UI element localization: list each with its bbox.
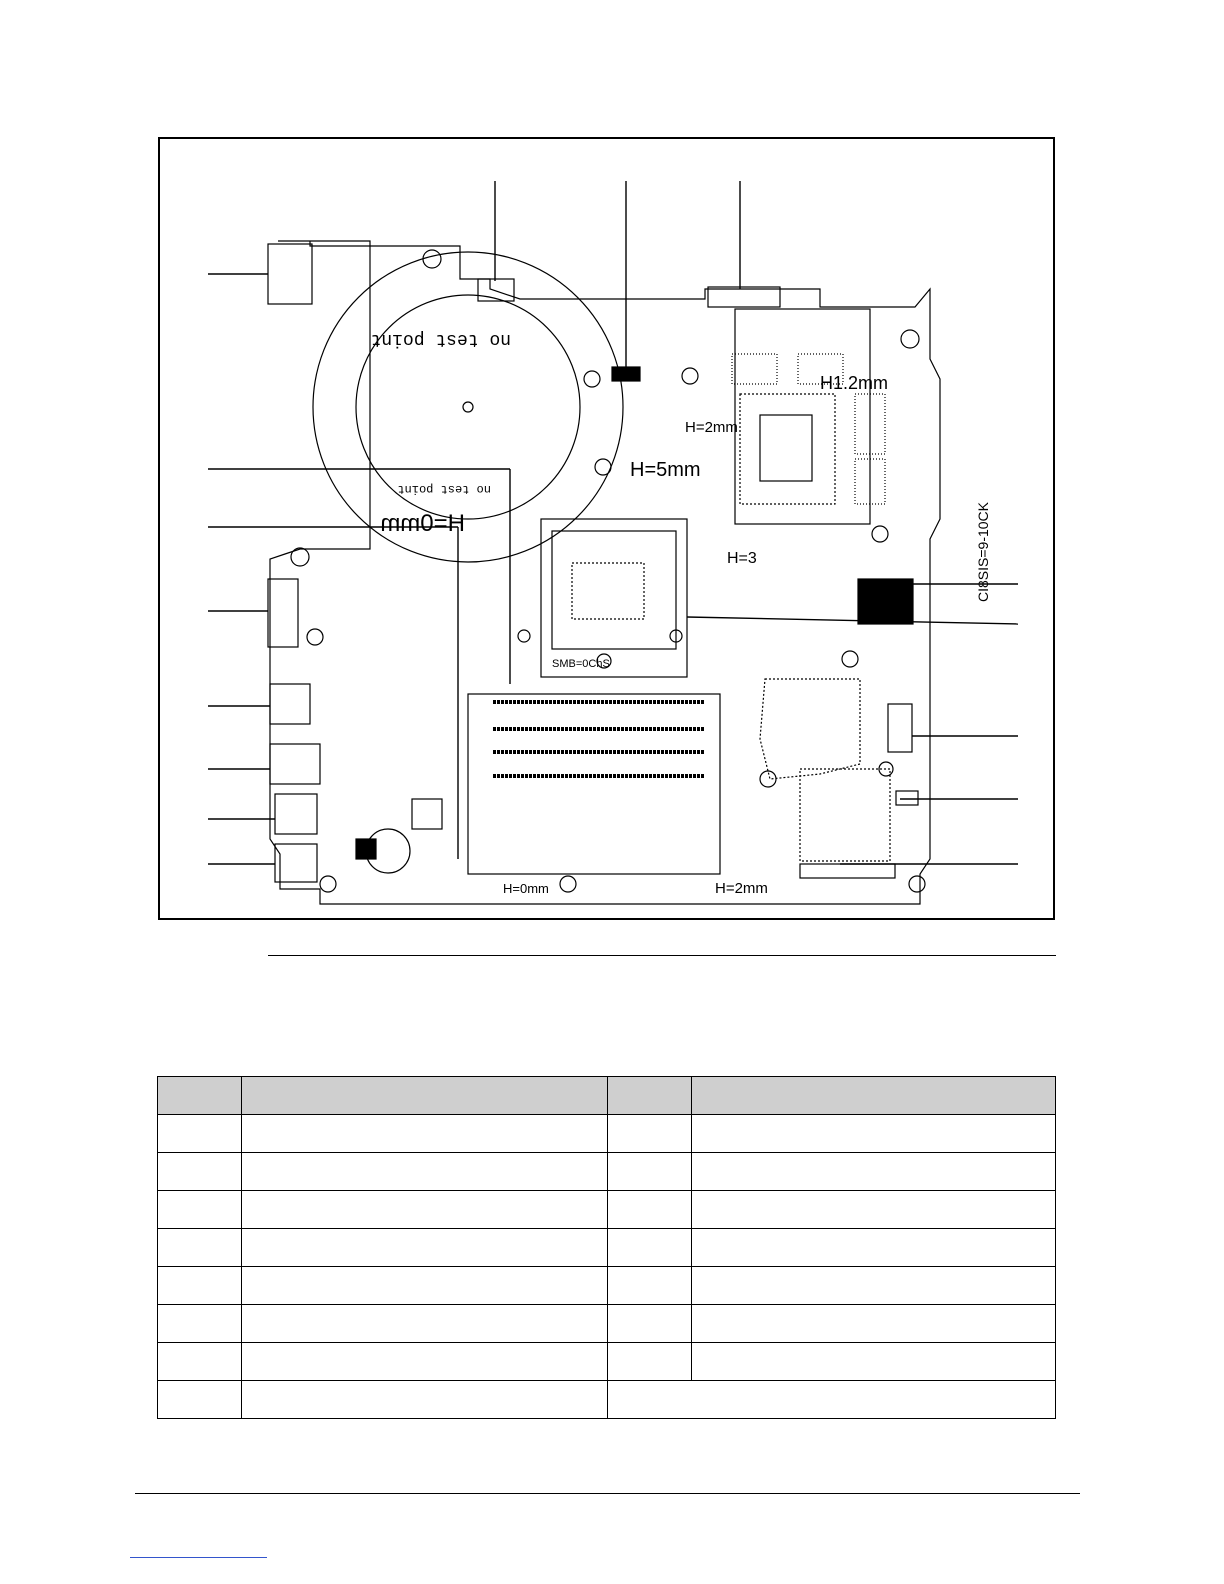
motherboard-figure bbox=[158, 137, 1055, 920]
connector-fan bbox=[478, 279, 514, 301]
header-item-2 bbox=[608, 1077, 692, 1115]
footer-link[interactable] bbox=[130, 1557, 267, 1558]
table-cell bbox=[692, 1305, 1056, 1343]
table-cell bbox=[158, 1381, 242, 1419]
table-cell bbox=[692, 1229, 1056, 1267]
table-cell bbox=[242, 1381, 608, 1419]
connector-vga bbox=[268, 579, 298, 647]
table-cell bbox=[158, 1229, 242, 1267]
connector-audio-2 bbox=[275, 844, 317, 882]
table-cell bbox=[692, 1115, 1056, 1153]
mark-ramp-label: SMB=0ChS bbox=[552, 658, 610, 670]
connector-audio-1 bbox=[275, 794, 317, 834]
mark-no-test-point-top: no test point bbox=[370, 329, 511, 349]
table-cell bbox=[692, 1191, 1056, 1229]
connector-usb-2 bbox=[270, 744, 320, 784]
table-header-row bbox=[158, 1077, 1056, 1115]
mark-h0mm-bottom: H=0mm bbox=[503, 881, 549, 896]
table-cell bbox=[242, 1229, 608, 1267]
table-cell bbox=[608, 1115, 692, 1153]
mark-h3: H=3 bbox=[727, 550, 757, 567]
mini-card-slot bbox=[800, 769, 890, 861]
mark-no-test-point-fan: no test point bbox=[397, 482, 491, 496]
mark-h0mm-large: H=0mm bbox=[380, 510, 465, 537]
connector-right-1 bbox=[888, 704, 912, 752]
cpu-socket bbox=[541, 519, 687, 677]
table-row bbox=[158, 1229, 1056, 1267]
table-cell bbox=[242, 1115, 608, 1153]
header-item-1 bbox=[158, 1077, 242, 1115]
table-row bbox=[158, 1267, 1056, 1305]
table-cell-merged bbox=[608, 1381, 1056, 1419]
table-cell bbox=[242, 1267, 608, 1305]
table-row bbox=[158, 1191, 1056, 1229]
table-cell bbox=[158, 1305, 242, 1343]
table-cell bbox=[608, 1229, 692, 1267]
motherboard-drawing bbox=[160, 139, 1053, 918]
table-cell bbox=[242, 1305, 608, 1343]
mark-h2mm-bottom: H=2mm bbox=[715, 880, 768, 897]
connector-right-2 bbox=[896, 791, 918, 805]
table-cell bbox=[158, 1115, 242, 1153]
table-row bbox=[158, 1305, 1056, 1343]
mark-h5mm: H=5mm bbox=[630, 459, 701, 481]
cpu-core bbox=[572, 563, 644, 619]
table-cell bbox=[158, 1267, 242, 1305]
header-description-2 bbox=[692, 1077, 1056, 1115]
table-row bbox=[158, 1153, 1056, 1191]
cpu-socket-inner bbox=[552, 531, 676, 649]
table-row bbox=[158, 1381, 1056, 1419]
ec-chip bbox=[412, 799, 442, 829]
table-cell bbox=[692, 1153, 1056, 1191]
footer-divider bbox=[135, 1493, 1080, 1494]
table-cell bbox=[608, 1305, 692, 1343]
mark-h12mm: H1.2mm bbox=[820, 373, 889, 393]
mark-side-label: CI8SIS=9-10CK bbox=[975, 502, 991, 602]
table-cell bbox=[608, 1343, 692, 1381]
figure-divider bbox=[268, 955, 1056, 956]
table-cell bbox=[242, 1343, 608, 1381]
fan-hub bbox=[463, 402, 473, 412]
sodimm-slot bbox=[468, 694, 720, 874]
table-cell bbox=[692, 1343, 1056, 1381]
callout-leaders bbox=[208, 181, 1018, 864]
heatsink bbox=[760, 679, 860, 779]
header-description-1 bbox=[242, 1077, 608, 1115]
gpu-outline bbox=[735, 309, 870, 524]
connector-top-wide bbox=[708, 287, 780, 307]
gpu-core bbox=[760, 415, 812, 481]
table-cell bbox=[608, 1153, 692, 1191]
table-row bbox=[158, 1343, 1056, 1381]
connector-card-reader bbox=[268, 244, 312, 304]
gpu-die bbox=[740, 394, 835, 504]
mini-card-connector bbox=[800, 864, 895, 878]
pch-chip bbox=[858, 579, 913, 624]
table-cell bbox=[608, 1267, 692, 1305]
board-outline bbox=[270, 241, 940, 904]
memory-chip-1 bbox=[732, 354, 777, 384]
table-cell bbox=[608, 1191, 692, 1229]
table-cell bbox=[242, 1153, 608, 1191]
mark-h2mm-center: H=2mm bbox=[685, 419, 738, 436]
table-cell bbox=[158, 1153, 242, 1191]
table-cell bbox=[158, 1343, 242, 1381]
connector-usb-1 bbox=[270, 684, 310, 724]
parts-table bbox=[157, 1076, 1056, 1419]
table-row bbox=[158, 1115, 1056, 1153]
table-cell bbox=[158, 1191, 242, 1229]
table-cell bbox=[242, 1191, 608, 1229]
table-cell bbox=[692, 1267, 1056, 1305]
